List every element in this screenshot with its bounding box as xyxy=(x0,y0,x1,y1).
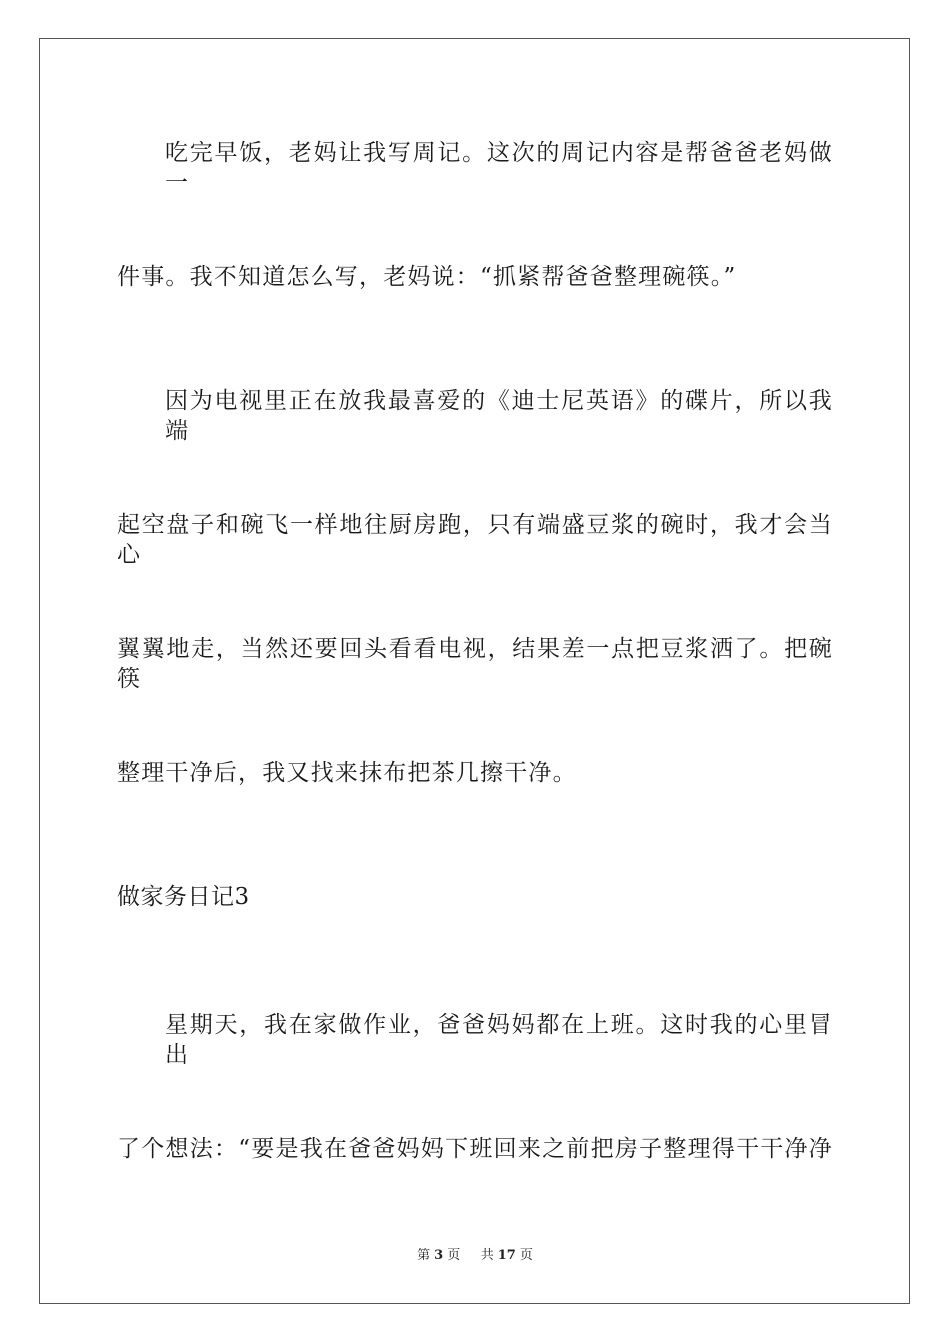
paragraph-line: 星期天，我在家做作业，爸爸妈妈都在上班。这时我的心里冒出 xyxy=(165,1012,833,1068)
paragraph-line: 了个想法：“要是我在爸爸妈妈下班回来之前把房子整理得干干净净 xyxy=(117,1136,833,1162)
paragraph-line: 件事。我不知道怎么写，老妈说：“抓紧帮爸爸整理碗筷。” xyxy=(117,264,737,290)
footer-total-suffix: 页 xyxy=(519,1248,533,1263)
footer-page-prefix: 第 xyxy=(417,1248,431,1263)
footer-total-pages: 17 xyxy=(497,1248,516,1263)
paragraph-line: 吃完早饭，老妈让我写周记。这次的周记内容是帮爸爸老妈做一 xyxy=(165,140,833,196)
paragraph-line: 整理干净后，我又找来抹布把茶几擦干净。 xyxy=(117,760,577,786)
footer-total-prefix: 共 xyxy=(480,1248,494,1263)
footer-page-number: 3 xyxy=(434,1248,444,1263)
section-heading: 做家务日记3 xyxy=(117,884,250,910)
paragraph-line: 因为电视里正在放我最喜爱的《迪士尼英语》的碟片，所以我端 xyxy=(165,388,833,444)
paragraph-line: 起空盘子和碗飞一样地往厨房跑，只有端盛豆浆的碗时，我才会当心 xyxy=(117,512,833,568)
footer-page-suffix: 页 xyxy=(447,1248,461,1263)
paragraph-line: 翼翼地走，当然还要回头看看电视，结果差一点把豆浆洒了。把碗筷 xyxy=(117,636,833,692)
page-footer xyxy=(0,1247,950,1265)
